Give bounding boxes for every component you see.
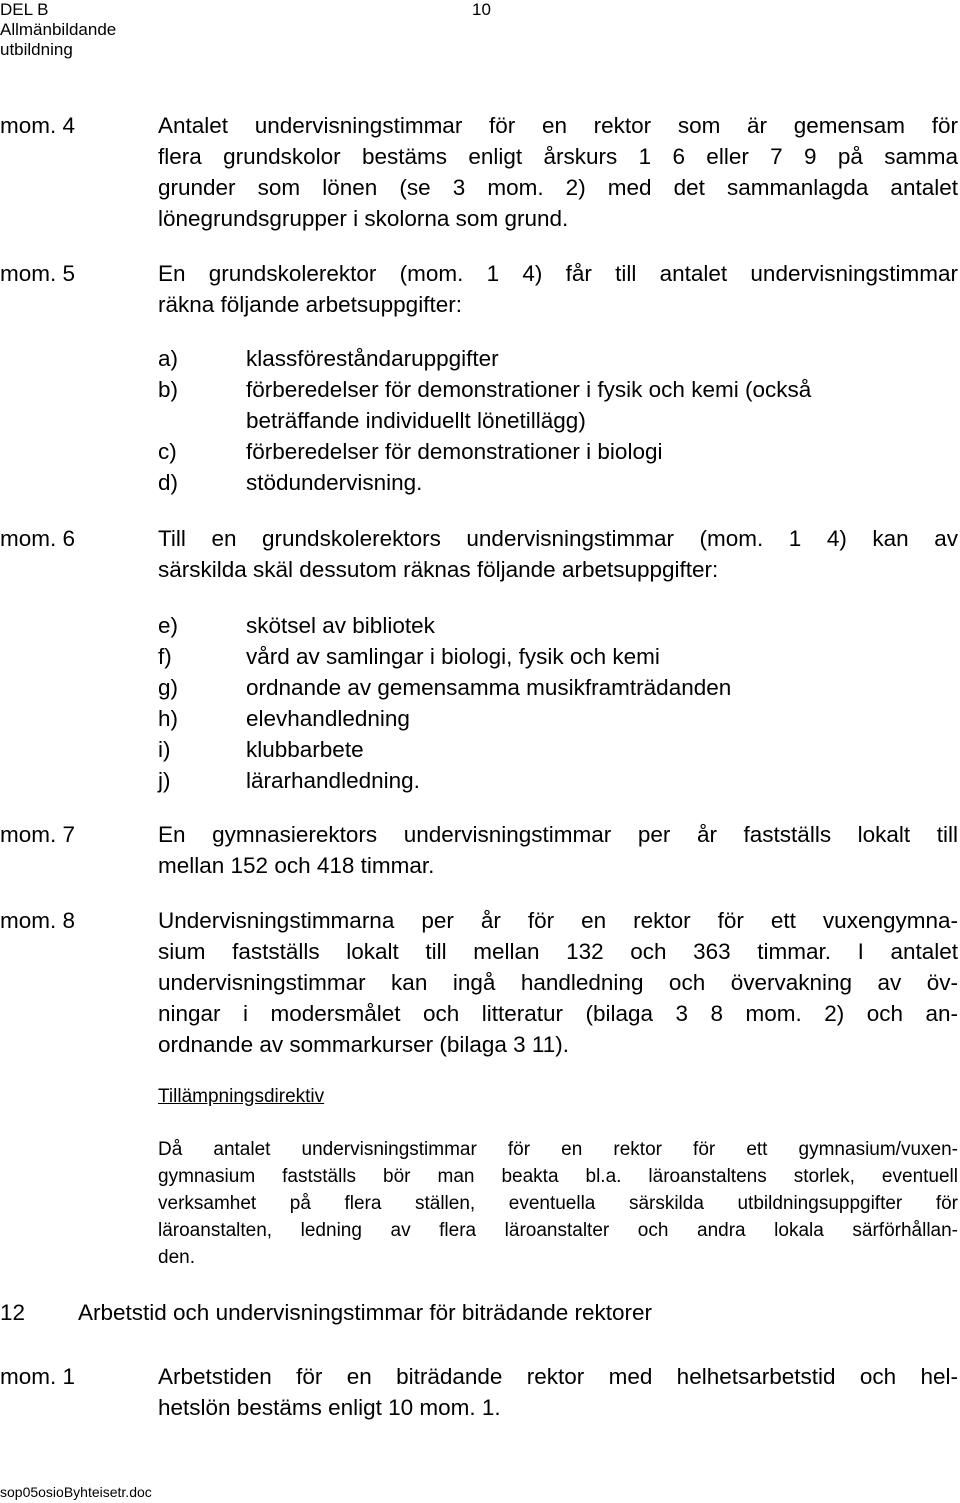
text-line: läroanstalten, ledning av flera läroanstalter och andra lokala särförhållan- xyxy=(158,1220,958,1241)
list-marker: i) xyxy=(158,737,171,762)
section-number: 12 xyxy=(0,1300,26,1325)
s12-mom-1-label: mom. 1 xyxy=(0,1364,76,1389)
text-line: sium fastställs lokalt till mellan 132 och 363 timmar. I antalet xyxy=(158,939,958,964)
text-line: verksamhet på flera ställen, eventuella särskilda utbildningsuppgifter för xyxy=(158,1193,958,1214)
mom-6-text xyxy=(158,523,958,585)
list-item-text: förberedelser för demonstrationer i biologi xyxy=(246,439,663,464)
list-item xyxy=(158,641,958,672)
text-line: Arbetstiden för en biträdande rektor med helhetsarbetstid och hel- xyxy=(158,1364,958,1389)
text-line: särskilda skäl dessutom räknas följande arbetsuppgifter: xyxy=(158,557,719,582)
list-item-text: skötsel av bibliotek xyxy=(246,613,435,638)
text-line: mellan 152 och 418 timmar. xyxy=(158,853,435,878)
mom-5-list xyxy=(158,343,958,498)
text-line: hetslön bestäms enligt 10 mom. 1. xyxy=(158,1395,501,1420)
directive-heading: Tillämpningsdirektiv xyxy=(158,1086,325,1107)
list-item xyxy=(158,343,958,374)
list-item-text: lärarhandledning. xyxy=(246,768,420,793)
mom-6-label: mom. 6 xyxy=(0,526,76,551)
list-item xyxy=(158,610,958,641)
mom-8-text xyxy=(158,905,958,1060)
list-marker: g) xyxy=(158,675,179,700)
list-item xyxy=(158,734,958,765)
list-item xyxy=(158,765,958,796)
section-title: Arbetstid och undervisningstimmar för biträdande rektorer xyxy=(78,1300,653,1325)
list-marker: f) xyxy=(158,644,172,669)
text-line: grunder som lönen (se 3 mom. 2) med det sammanlagda antalet xyxy=(158,175,958,200)
list-item-text: vård av samlingar i biologi, fysik och kemi xyxy=(246,644,660,669)
list-marker: a) xyxy=(158,346,179,371)
mom-5-label: mom. 5 xyxy=(0,261,76,286)
list-item-text: klubbarbete xyxy=(246,737,364,762)
directive-text xyxy=(158,1136,958,1271)
mom-4-text xyxy=(158,110,958,234)
list-marker: c) xyxy=(158,439,177,464)
list-marker: b) xyxy=(158,377,179,402)
list-marker: e) xyxy=(158,613,179,638)
s12-mom-1-text xyxy=(158,1361,958,1423)
header-subject: Allmänbildande xyxy=(0,20,117,39)
text-line: ningar i modersmålet och litteratur (bilaga 3 8 mom. 2) och an- xyxy=(158,1001,958,1026)
header-part: DEL B xyxy=(0,0,49,19)
list-item xyxy=(158,374,958,436)
text-line: lönegrundsgrupper i skolorna som grund. xyxy=(158,206,569,231)
text-line: flera grundskolor bestäms enligt årskurs 1 6 eller 7 9 på samma xyxy=(158,144,958,169)
text-line: Till en grundskolerektors undervisningstimmar (mom. 1 4) kan av xyxy=(158,526,958,551)
text-line: Då antalet undervisningstimmar för en rektor för ett gymnasium/vuxen- xyxy=(158,1139,958,1160)
text-line: Antalet undervisningstimmar för en rektor som är gemensam för xyxy=(158,113,958,138)
mom-4-label: mom. 4 xyxy=(0,113,76,138)
mom-5-text xyxy=(158,258,958,320)
section-heading xyxy=(0,1297,652,1328)
text-line: räkna följande arbetsuppgifter: xyxy=(158,292,462,317)
mom-6-list xyxy=(158,610,958,796)
mom-8-label: mom. 8 xyxy=(0,908,76,933)
list-item-text: klassföreståndaruppgifter xyxy=(246,346,499,371)
text-line: Undervisningstimmarna per år för en rektor för ett vuxengymna- xyxy=(158,908,958,933)
footer-filename: sop05osioByhteisetr.doc xyxy=(0,1484,152,1500)
list-item-text: ordnande av gemensamma musikframträdanden xyxy=(246,675,732,700)
list-item xyxy=(158,703,958,734)
text-line: undervisningstimmar kan ingå handledning och övervakning av öv- xyxy=(158,970,958,995)
list-item-text: elevhandledning xyxy=(246,706,410,731)
header-subject-cont: utbildning xyxy=(0,40,73,59)
list-item xyxy=(158,672,958,703)
list-item xyxy=(158,467,958,498)
mom-7-label: mom. 7 xyxy=(0,822,76,847)
list-marker: h) xyxy=(158,706,179,731)
running-header xyxy=(0,0,116,60)
list-item-text: beträffande individuellt lönetillägg) xyxy=(246,408,586,433)
list-item xyxy=(158,436,958,467)
list-item-text: förberedelser för demonstrationer i fysik och kemi (också xyxy=(246,377,812,402)
text-line: den. xyxy=(158,1247,195,1268)
text-line: ordnande av sommarkurser (bilaga 3 11). xyxy=(158,1032,570,1057)
list-marker: d) xyxy=(158,470,179,495)
list-marker: j) xyxy=(158,768,171,793)
text-line: En gymnasierektors undervisningstimmar per år fastställs lokalt till xyxy=(158,822,958,847)
page-number: 10 xyxy=(472,0,491,19)
text-line: gymnasium fastställs bör man beakta bl.a. läroanstaltens storlek, eventuell xyxy=(158,1166,958,1187)
text-line: En grundskolerektor (mom. 1 4) får till antalet undervisningstimmar xyxy=(158,261,958,286)
mom-7-text xyxy=(158,819,958,881)
list-item-text: stödundervisning. xyxy=(246,470,423,495)
